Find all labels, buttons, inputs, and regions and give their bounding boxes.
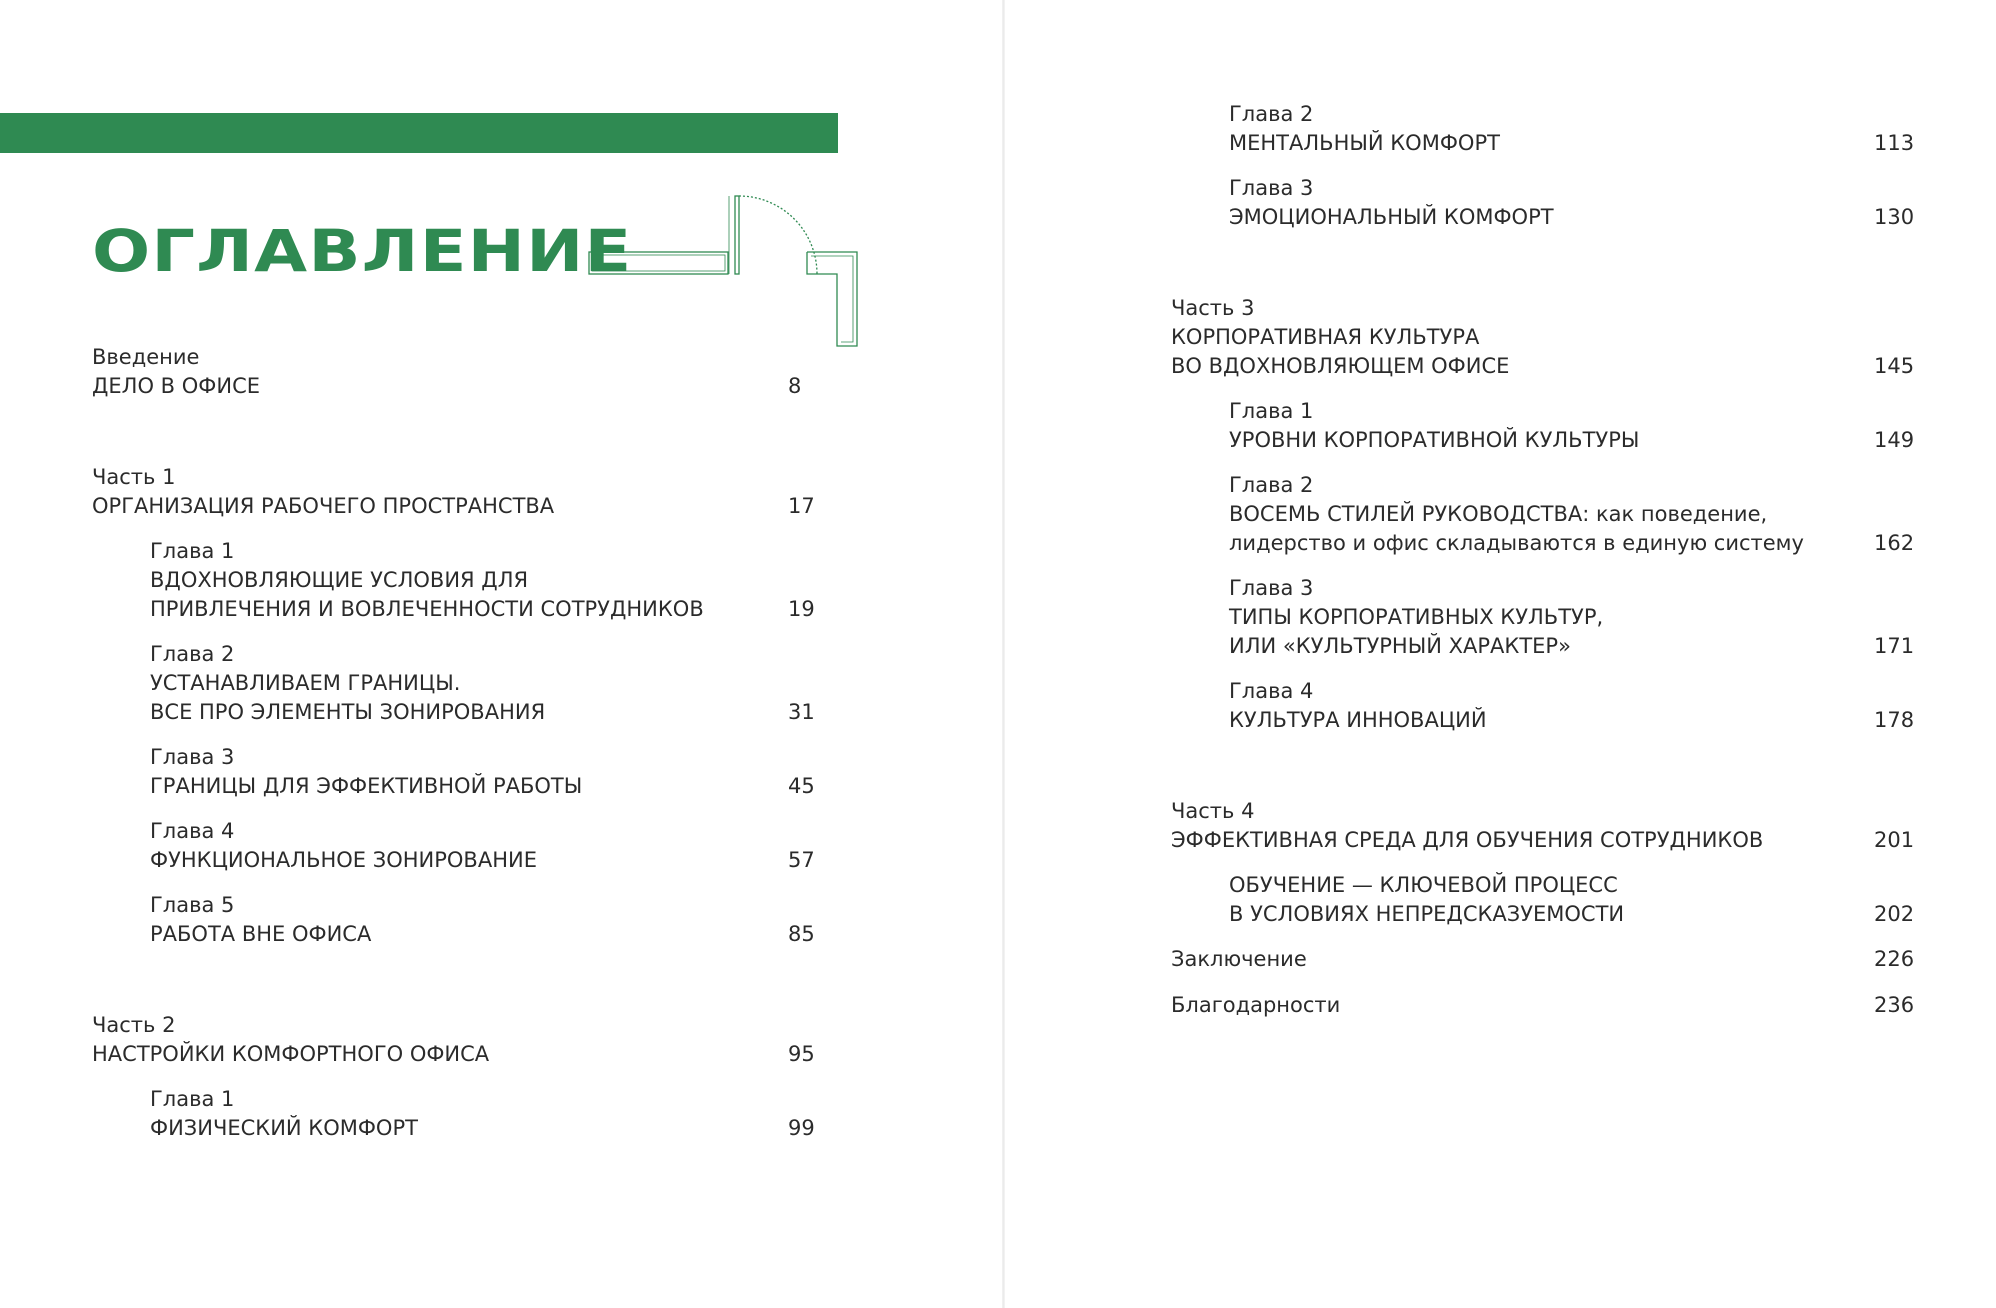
entry-kicker: Глава 4: [1229, 679, 1314, 703]
page-title: ОГЛАВЛЕНИЕ: [92, 217, 633, 285]
toc-entry-part-1-chapter-2[interactable]: [150, 640, 815, 727]
toc-entry-part-2[interactable]: [92, 1011, 815, 1069]
toc-entry-part-1-chapter-3[interactable]: [150, 743, 815, 801]
entry-title: УСТАНАВЛИВАЕМ ГРАНИЦЫ.: [150, 671, 461, 695]
entry-kicker: Глава 2: [1229, 102, 1314, 126]
entry-kicker: Глава 2: [150, 642, 235, 666]
toc-entry-part-1[interactable]: [92, 463, 815, 521]
door-plan-icon: [585, 192, 865, 352]
page-number: 17: [788, 494, 815, 518]
entry-title-line-2: ИЛИ «КУЛЬТУРНЫЙ ХАРАКТЕР»: [1229, 634, 1571, 658]
entry-kicker: Глава 1: [1229, 399, 1314, 423]
toc-entry-part-3-chapter-4[interactable]: [1229, 677, 1929, 735]
entry-kicker: Глава 4: [150, 819, 235, 843]
entry-title: ВДОХНОВЛЯЮЩИЕ УСЛОВИЯ ДЛЯ: [150, 568, 529, 592]
entry-title-line-2: В УСЛОВИЯХ НЕПРЕДСКАЗУЕМОСТИ: [1229, 902, 1625, 926]
toc-entry-part-1-chapter-4[interactable]: [150, 817, 815, 875]
entry-title: НАСТРОЙКИ КОМФОРТНОГО ОФИСА: [92, 1042, 490, 1066]
page-number: 162: [1874, 531, 1915, 555]
green-header-band: [0, 113, 838, 153]
entry-title: ДЕЛО В ОФИСЕ: [92, 374, 260, 398]
page-number: 145: [1874, 354, 1915, 378]
page-number: 95: [788, 1042, 815, 1066]
entry-title: МЕНТАЛЬНЫЙ КОМФОРТ: [1229, 131, 1500, 155]
entry-title: ОРГАНИЗАЦИЯ РАБОЧЕГО ПРОСТРАНСТВА: [92, 494, 555, 518]
page-number: 149: [1874, 428, 1915, 452]
page-number: 113: [1874, 131, 1915, 155]
entry-title: КУЛЬТУРА ИННОВАЦИЙ: [1229, 708, 1487, 732]
toc-entry-part-4-chapter-1[interactable]: [1229, 871, 1929, 929]
toc-entry-part-3[interactable]: [1171, 294, 1931, 381]
entry-title: УРОВНИ КОРПОРАТИВНОЙ КУЛЬТУРЫ: [1229, 428, 1640, 452]
entry-kicker: Часть 1: [92, 465, 176, 489]
entry-title: ЭМОЦИОНАЛЬНЫЙ КОМФОРТ: [1229, 205, 1554, 229]
entry-kicker: Глава 5: [150, 893, 235, 917]
entry-kicker: Введение: [92, 345, 200, 369]
toc-entry-part-2-chapter-3[interactable]: [1229, 174, 1929, 232]
entry-title: ВОСЕМЬ СТИЛЕЙ РУКОВОДСТВА: как поведение,: [1229, 502, 1768, 526]
toc-entry-part-3-chapter-1[interactable]: [1229, 397, 1929, 455]
entry-kicker: Глава 2: [1229, 473, 1314, 497]
entry-title: ТИПЫ КОРПОРАТИВНЫХ КУЛЬТУР,: [1229, 605, 1604, 629]
page-number: 8: [788, 374, 802, 398]
entry-title: ОБУЧЕНИЕ — КЛЮЧЕВОЙ ПРОЦЕСС: [1229, 873, 1618, 897]
entry-kicker: Глава 1: [150, 1087, 235, 1111]
entry-title: Заключение: [1171, 947, 1307, 971]
entry-kicker: Глава 3: [150, 745, 235, 769]
entry-title: ФИЗИЧЕСКИЙ КОМФОРТ: [150, 1116, 418, 1140]
toc-entry-part-2-chapter-1[interactable]: [150, 1085, 815, 1143]
toc-entry-part-2-chapter-2[interactable]: [1229, 100, 1929, 158]
toc-entry-intro[interactable]: [92, 343, 812, 401]
toc-entry-part-1-chapter-5[interactable]: [150, 891, 815, 949]
entry-title-line-2: ВСЕ ПРО ЭЛЕМЕНТЫ ЗОНИРОВАНИЯ: [150, 700, 546, 724]
entry-title-line-2: ПРИВЛЕЧЕНИЯ И ВОВЛЕЧЕННОСТИ СОТРУДНИКОВ: [150, 597, 704, 621]
page-number: 31: [788, 700, 815, 724]
page-number: 236: [1874, 993, 1915, 1017]
entry-title: ГРАНИЦЫ ДЛЯ ЭФФЕКТИВНОЙ РАБОТЫ: [150, 774, 583, 798]
right-page: [1005, 0, 1996, 1308]
page-number: 130: [1874, 205, 1915, 229]
entry-title: ФУНКЦИОНАЛЬНОЕ ЗОНИРОВАНИЕ: [150, 848, 537, 872]
toc-entry-part-4[interactable]: [1171, 797, 1931, 855]
entry-kicker: Часть 4: [1171, 799, 1255, 823]
entry-title: КОРПОРАТИВНАЯ КУЛЬТУРА: [1171, 325, 1480, 349]
entry-title-line-2: ВО ВДОХНОВЛЯЮЩЕМ ОФИСЕ: [1171, 354, 1510, 378]
toc-entry-part-3-chapter-2[interactable]: [1229, 471, 1929, 558]
toc-entry-acknowledgements[interactable]: [1171, 991, 1931, 1020]
entry-title: РАБОТА ВНЕ ОФИСА: [150, 922, 372, 946]
toc-entry-conclusion[interactable]: [1171, 945, 1931, 974]
entry-kicker: Глава 1: [150, 539, 235, 563]
toc-entry-part-1-chapter-1[interactable]: [150, 537, 815, 624]
entry-kicker: Часть 3: [1171, 296, 1255, 320]
page-number: 201: [1874, 828, 1915, 852]
page-number: 57: [788, 848, 815, 872]
page-number: 202: [1874, 902, 1915, 926]
toc-entry-part-3-chapter-3[interactable]: [1229, 574, 1929, 661]
page-number: 99: [788, 1116, 815, 1140]
entry-kicker: Глава 3: [1229, 576, 1314, 600]
entry-kicker: Глава 3: [1229, 176, 1314, 200]
page-number: 85: [788, 922, 815, 946]
entry-kicker: Часть 2: [92, 1013, 176, 1037]
entry-title: Благодарности: [1171, 993, 1341, 1017]
entry-title-line-2: лидерство и офис складываются в единую систему: [1229, 531, 1804, 555]
page-number: 45: [788, 774, 815, 798]
page-number: 171: [1874, 634, 1915, 658]
entry-title: ЭФФЕКТИВНАЯ СРЕДА ДЛЯ ОБУЧЕНИЯ СОТРУДНИКОВ: [1171, 828, 1764, 852]
page-number: 178: [1874, 708, 1915, 732]
page-number: 226: [1874, 947, 1915, 971]
page-number: 19: [788, 597, 815, 621]
